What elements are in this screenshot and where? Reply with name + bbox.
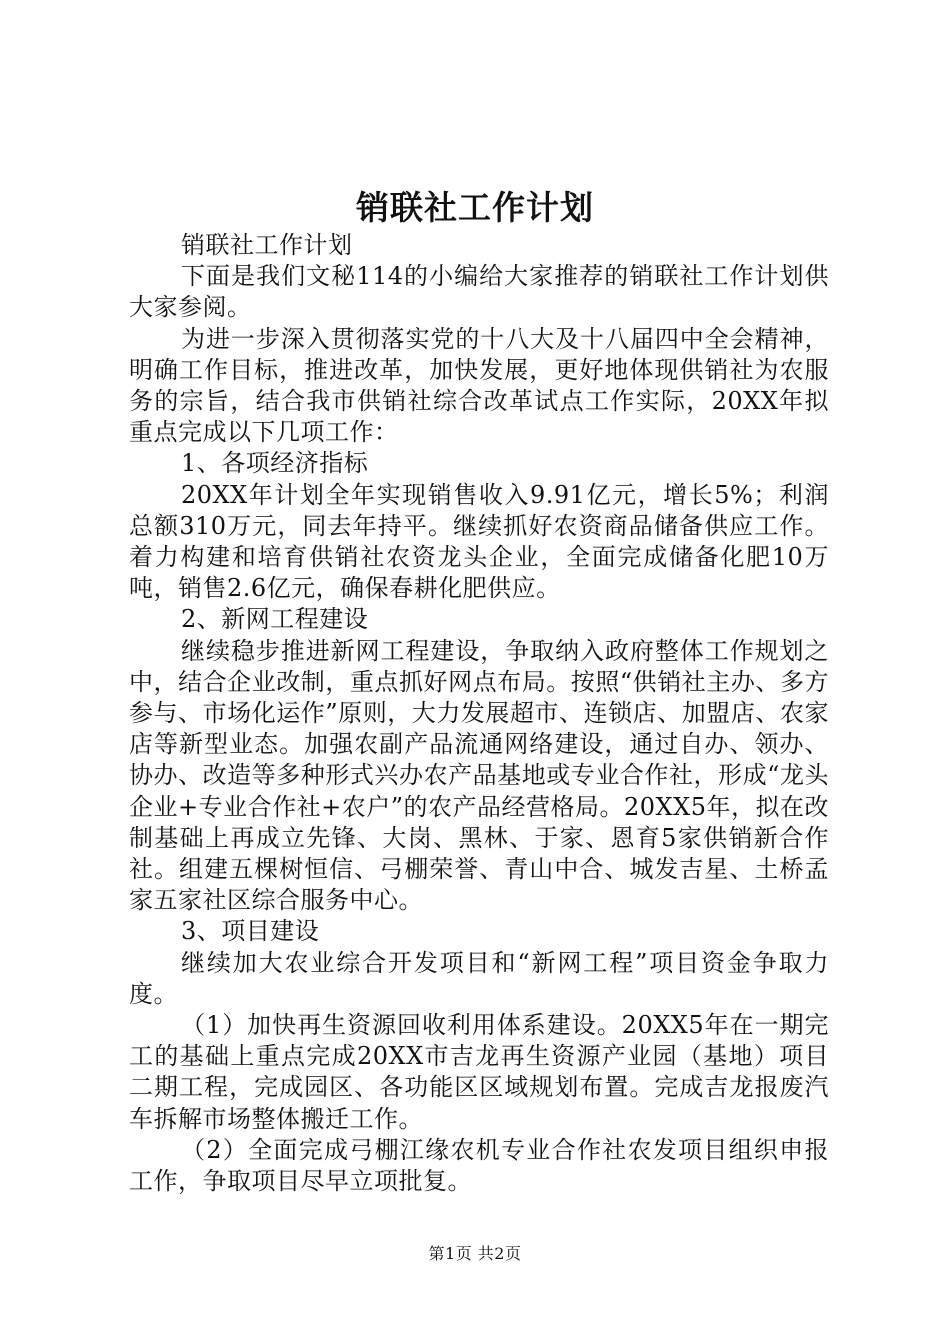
paragraph-purpose: 为进一步深入贯彻落实党的十八大及十八届四中全会精神，明确工作目标，推进改革，加快发展，更好地体现供销社为农服务的宗旨，结合我市供销社综合改革试点工作实际，20XX年拟重点完成以下几项工作： xyxy=(129,324,829,447)
paragraph-heading-repeat: 销联社工作计划 xyxy=(181,231,353,259)
paragraph-intro: 下面是我们文秘114的小编给大家推荐的销联社工作计划供大家参阅。 xyxy=(129,262,829,322)
paragraph-economic-indicators: 20XX年计划全年实现销售收入9.91亿元，增长5%；利润总额310万元，同去年持平。继续抓好农资商品储备供应工作。着力构建和培育供销社农资龙头企业，全面完成储备化肥10万吨，销售2.6亿元，确保春耕化肥供应。 xyxy=(129,480,829,603)
section-heading-projects: 3、项目建设 xyxy=(181,917,320,946)
paragraph-projects: 继续加大农业综合开发项目和“新网工程”项目资金争取力度。 xyxy=(129,948,829,1008)
paragraph-project-item-1: （1）加快再生资源回收利用体系建设。20XX5年在一期完工的基础上重点完成20XX市吉龙再生资源产业园（基地）项目二期工程，完成园区、各功能区区域规划布置。完成吉龙报废汽车拆解市场整体搬迁工作。 xyxy=(129,1011,829,1133)
document-title: 销联社工作计划 xyxy=(356,188,594,227)
paragraph-new-network: 继续稳步推进新网工程建设，争取纳入政府整体工作规划之中，结合企业改制，重点抓好网点布局。按照“供销社主办、多方参与、市场化运作”原则，大力发展超市、连锁店、加盟店、农家店等新型业态。加强农副产品流通网络建设，通过自办、领办、协办、改造等多种形式兴办农产品基地或专业合作社，形成“龙头企业+专业合作社+农户”的农产品经营格局。20XX5年，拟在改制基础上再成立先锋、大岗、黑林、于家、恩育5家供销新合作社。组建五棵树恒信、弓棚荣誉、青山中合、城发吉星、土桥孟家五家社区综合服务中心。 xyxy=(129,636,829,915)
document-body xyxy=(129,230,829,1197)
section-heading-new-network: 2、新网工程建设 xyxy=(181,605,369,634)
page-number-footer: 第1页 共2页 xyxy=(428,1244,522,1263)
paragraph-project-item-2: （2）全面完成弓棚江缘农机专业合作社农发项目组织申报工作，争取项目尽早立项批复。 xyxy=(129,1135,829,1196)
section-heading-economic-indicators: 1、各项经济指标 xyxy=(181,449,369,478)
